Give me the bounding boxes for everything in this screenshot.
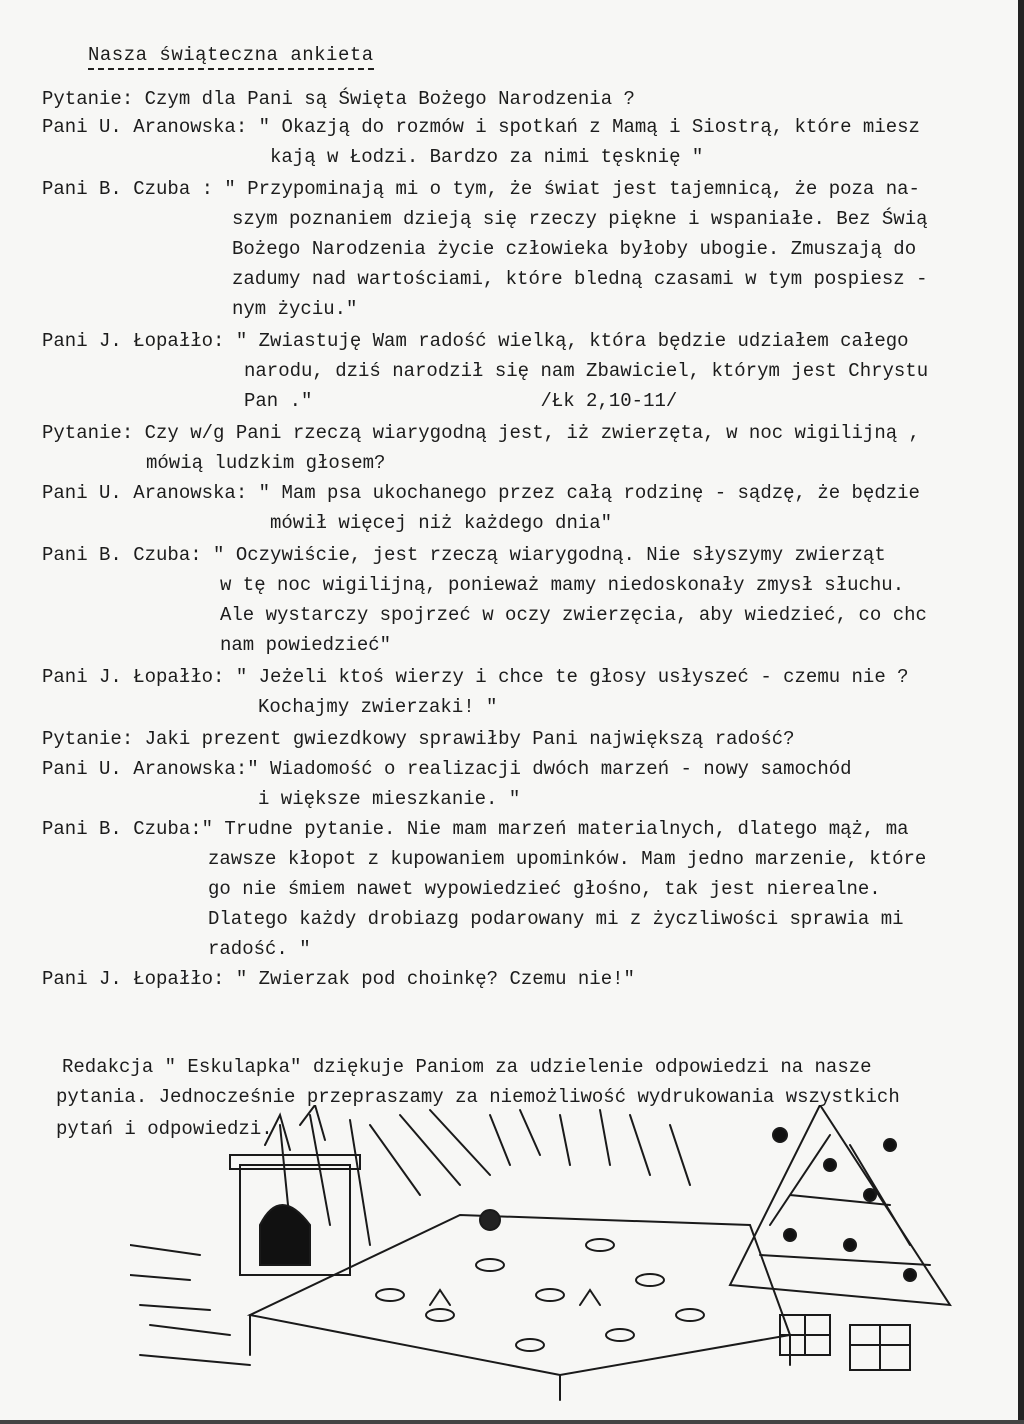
text-line: Pani J. Łopałło: " Zwiastuję Wam radość wielką, która będzie udziałem całego — [42, 330, 909, 352]
text-line: Pani B. Czuba:" Trudne pytanie. Nie mam marzeń materialnych, dlatego mąż, ma — [42, 818, 909, 840]
text-line: i większe mieszkanie. " — [258, 788, 521, 810]
text-line: nym życiu." — [232, 298, 358, 320]
text-line: Pytanie: Czy w/g Pani rzeczą wiarygodną jest, iż zwierzęta, w noc wigilijną , — [42, 422, 920, 444]
scan-edge-bottom — [0, 1420, 1024, 1424]
text-line: radość. " — [208, 938, 311, 960]
text-line: mówił więcej niż każdego dnia" — [270, 512, 613, 534]
text-line: Dlatego każdy drobiazg podarowany mi z życzliwości sprawia mi — [208, 908, 904, 930]
text-line: Pytanie: Czym dla Pani są Święta Bożego Narodzenia ? — [42, 88, 635, 110]
text-line: Pan ." /Łk 2,10-11/ — [244, 390, 678, 412]
text-line: Pani J. Łopałło: " Jeżeli ktoś wierzy i chce te głosy usłyszeć - czemu nie ? — [42, 666, 909, 688]
text-line: Bożego Narodzenia życie człowieka byłoby ubogie. Zmuszają do — [232, 238, 917, 260]
text-line: mówią ludzkim głosem? — [146, 452, 386, 474]
text-line: Kochajmy zwierzaki! " — [258, 696, 498, 718]
text-line: szym poznaniem dzieją się rzeczy piękne i wspaniałe. Bez Świą — [232, 208, 928, 230]
text-line: narodu, dziś narodził się nam Zbawiciel, którym jest Chrystu — [244, 360, 929, 382]
text-line: zadumy nad wartościami, które bledną czasami w tym pospiesz - — [232, 268, 928, 290]
text-line: w tę noc wigilijną, ponieważ mamy niedoskonały zmysł słuchu. — [220, 574, 905, 596]
text-line: Pani U. Aranowska: " Okazją do rozmów i spotkań z Mamą i Siostrą, które miesz — [42, 116, 920, 138]
text-line: Pani B. Czuba : " Przypominają mi o tym, że świat jest tajemnicą, że poza na- — [42, 178, 920, 200]
footer-line: pytań i odpowiedzi. — [56, 1118, 273, 1140]
text-line: zawsze kłopot z kupowaniem upominków. Mam jedno marzenie, które — [208, 848, 927, 870]
text-line: Pani U. Aranowska: " Mam psa ukochanego przez całą rodzinę - sądzę, że będzie — [42, 482, 920, 504]
text-line: Pani B. Czuba: " Oczywiście, jest rzeczą wiarygodną. Nie słyszymy zwierząt — [42, 544, 886, 566]
scan-edge — [1018, 0, 1024, 1424]
christmas-sketch-illustration — [130, 1105, 990, 1405]
text-line: Pani J. Łopałło: " Zwierzak pod choinkę? Czemu nie!" — [42, 968, 635, 990]
page-title: Nasza świąteczna ankieta — [88, 44, 374, 70]
text-line: Ale wystarczy spojrzeć w oczy zwierzęcia, aby wiedzieć, co chc — [220, 604, 927, 626]
text-line: Pani U. Aranowska:" Wiadomość o realizacji dwóch marzeń - nowy samochód — [42, 758, 852, 780]
text-line: go nie śmiem nawet wypowiedzieć głośno, tak jest nierealne. — [208, 878, 881, 900]
footer-line: Redakcja " Eskulapka" dziękuje Paniom za udzielenie odpowiedzi na nasze — [62, 1056, 872, 1078]
text-line: Pytanie: Jaki prezent gwiezdkowy sprawiłby Pani największą radość? — [42, 728, 795, 750]
footer-line: pytania. Jednocześnie przepraszamy za niemożliwość wydrukowania wszystkich — [56, 1086, 900, 1108]
text-line: nam powiedzieć" — [220, 634, 392, 656]
text-line: kają w Łodzi. Bardzo za nimi tęsknię " — [270, 146, 704, 168]
